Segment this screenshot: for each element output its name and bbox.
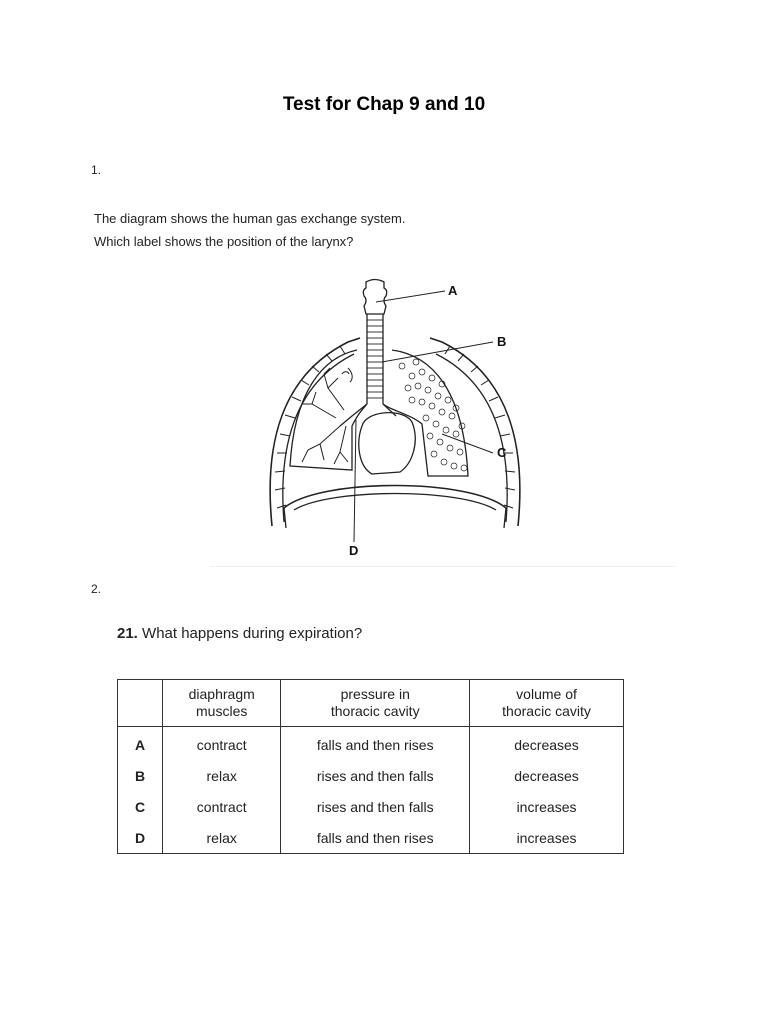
volume-cell: increases	[470, 822, 624, 854]
diagram-label-d: D	[349, 543, 359, 558]
question-2-number: 2.	[91, 582, 102, 596]
question-1-line-1: The diagram shows the human gas exchange system.	[94, 211, 406, 226]
question-1-line-2: Which label shows the position of the larynx?	[94, 234, 354, 249]
muscles-cell: relax	[163, 822, 281, 854]
pressure-cell: rises and then falls	[281, 760, 470, 791]
option-letter: C	[118, 791, 163, 822]
question-21-heading	[117, 625, 362, 642]
header-diaphragm-muscles	[163, 680, 281, 727]
table-header-row	[118, 680, 624, 727]
question-21-text: What happens during expiration?	[142, 625, 363, 642]
header-line: muscles	[196, 703, 248, 719]
header-line: diaphragm	[188, 686, 255, 702]
expiration-options-table	[117, 679, 624, 854]
muscles-cell: relax	[163, 760, 281, 791]
header-pressure	[281, 680, 470, 727]
diagram-divider	[210, 566, 675, 567]
diagram-label-c: C	[497, 445, 507, 460]
header-line: volume of	[516, 686, 577, 702]
option-letter: D	[118, 822, 163, 854]
header-line: thoracic cavity	[330, 703, 420, 719]
table-row	[118, 727, 624, 761]
pressure-cell: falls and then rises	[281, 727, 470, 761]
diagram-label-b: B	[497, 334, 507, 349]
diagram-label-a: A	[448, 283, 458, 298]
table-row	[118, 791, 624, 822]
header-volume	[470, 680, 624, 727]
pressure-cell: falls and then rises	[281, 822, 470, 854]
muscles-cell: contract	[163, 727, 281, 761]
page-title: Test for Chap 9 and 10	[282, 94, 486, 115]
header-line: thoracic cavity	[502, 703, 591, 719]
option-letter: B	[118, 760, 163, 791]
table-row	[118, 760, 624, 791]
header-empty-cell	[118, 680, 163, 727]
gas-exchange-diagram	[250, 276, 540, 561]
table-row	[118, 822, 624, 854]
question-1-text	[94, 207, 405, 253]
option-letter: A	[118, 727, 163, 761]
question-21-number: 21.	[117, 625, 138, 642]
volume-cell: increases	[470, 791, 624, 822]
header-line: pressure in	[340, 686, 410, 702]
pressure-cell: rises and then falls	[281, 791, 470, 822]
volume-cell: decreases	[470, 760, 624, 791]
muscles-cell: contract	[163, 791, 281, 822]
question-1-number: 1.	[91, 163, 102, 177]
volume-cell: decreases	[470, 727, 624, 761]
